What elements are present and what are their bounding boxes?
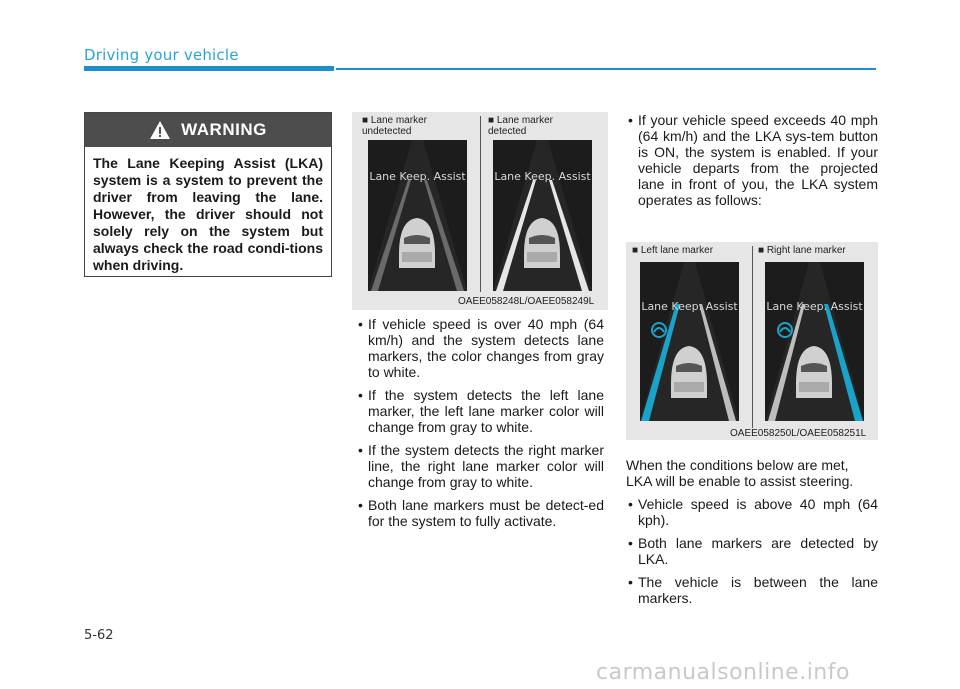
conditions-paragraph: When the conditions below are met, LKA will be enable to assist steering. [626,457,854,489]
column-2-bullet-list [356,316,604,536]
figure-divider [752,246,753,428]
list-item: • If your vehicle speed exceeds 40 mph (64 km/h) and the LKA sys-tem button is ON, the system is enabled. If your vehicle departs from the projected lane in front of you, the LKA system operates as follows: [626,112,878,208]
screen-title: Lane Keep. Assist [641,300,738,313]
watermark: carmanualsonline.info [596,660,850,685]
header-rule [84,66,334,71]
list-item: • If the system detects the left lane marker, the left lane marker color will change from gray to white. [356,387,604,435]
figure-divider [480,116,481,292]
screen-title: Lane Keep. Assist [766,300,863,313]
cluster-screen-right-departure [765,262,864,421]
figure-label-undetected: ■ Lane marker undetected [362,115,427,137]
figure-lane-marker-detection [352,112,608,310]
cluster-screen-undetected [368,140,467,291]
list-item: • The vehicle is between the lane markers. [626,574,878,606]
screen-title: Lane Keep. Assist [494,170,591,183]
warning-title: WARNING [181,120,267,139]
warning-header [85,113,331,147]
cluster-screen-left-departure [640,262,739,421]
figure-lane-departure [626,242,878,440]
list-item: • Vehicle speed is above 40 mph (64 kph). [626,496,878,528]
section-title: Driving your vehicle [84,46,239,64]
image-code: OAEE058248L/OAEE058249L [458,296,595,307]
header-rule-thin [336,68,876,70]
lane-assist-icon [778,323,792,337]
figure-label-left-lane: ■ Left lane marker [632,245,714,256]
image-code: OAEE058250L/OAEE058251L [730,428,867,439]
screen-title: Lane Keep. Assist [369,170,466,183]
figure-label-right-lane: ■ Right lane marker [758,245,846,256]
list-item: • If vehicle speed is over 40 mph (64 km/h) and the system detects lane markers, the color changes from gray to white. [356,316,604,380]
warning-text: The Lane Keeping Assist (LKA) system is a system to prevent the driver from leaving the lane. However, the driver should not solely rely on the system but always check the road condi-tions when driving. [93,155,323,273]
list-item: • Both lane markers are detected by LKA. [626,535,878,567]
warning-triangle-icon [149,120,171,140]
figure-label-detected: ■ Lane marker detected [488,115,553,137]
cluster-screen-detected [493,140,592,291]
list-item: • Both lane markers must be detect-ed for the system to fully activate. [356,497,604,529]
column-3-bullet-list [626,496,878,613]
warning-box [84,112,332,277]
column-3-intro-list [626,112,878,215]
list-item: • If the system detects the right marker line, the right lane marker color will change from gray to white. [356,442,604,490]
lane-assist-icon [652,323,666,337]
page-number: 5-62 [84,628,114,643]
